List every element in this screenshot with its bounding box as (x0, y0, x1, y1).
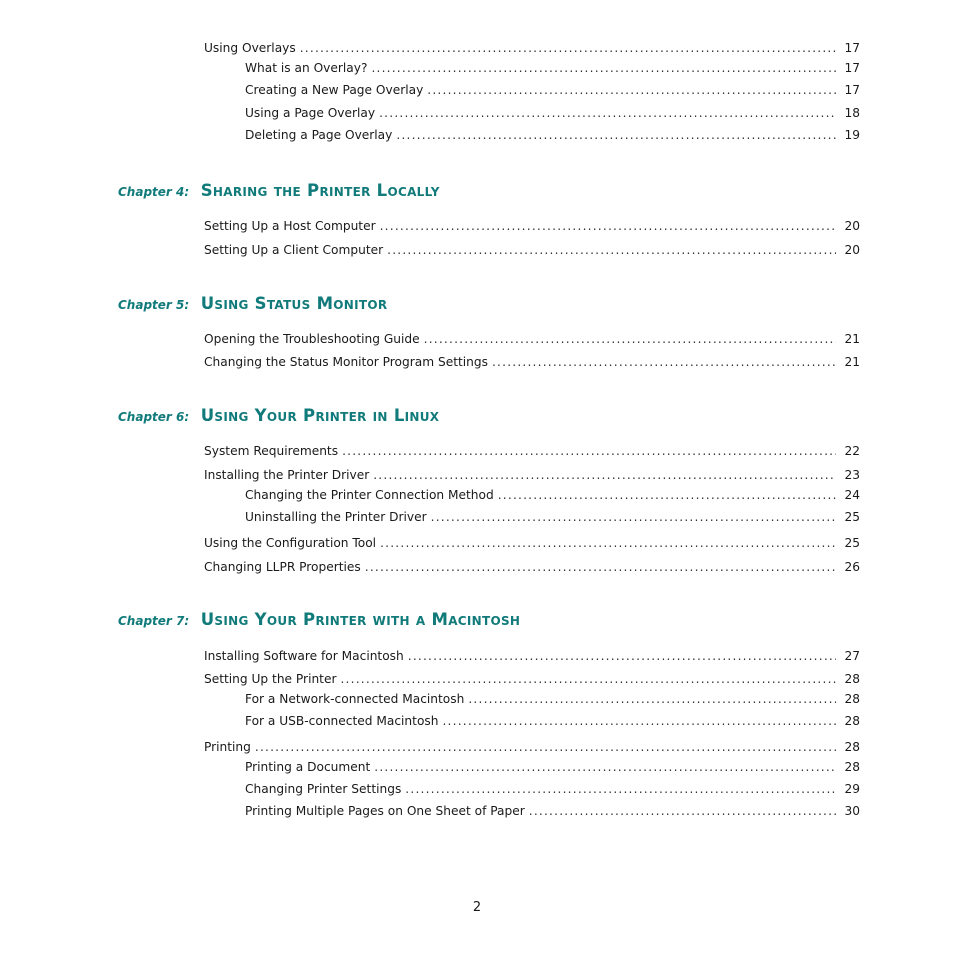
toc-entry[interactable] (245, 803, 860, 819)
toc-entry[interactable] (245, 60, 860, 76)
toc-entry[interactable] (204, 242, 860, 258)
toc-entry-page: 28 (844, 714, 860, 728)
toc-entry[interactable] (204, 443, 860, 459)
toc-entry-page: 28 (844, 672, 860, 686)
leader-dots (300, 40, 837, 56)
toc-entry-title: Changing Printer Settings (245, 782, 402, 796)
leader-dots (340, 671, 836, 687)
leader-dots (387, 242, 836, 258)
chapter-label: Chapter 4: (118, 185, 190, 199)
toc-entry-page: 30 (844, 804, 860, 818)
chapter-title: Using Your Printer in Linux (200, 406, 440, 425)
toc-entry-page: 29 (844, 782, 860, 796)
chapter-title: Using Status Monitor (200, 294, 388, 313)
leader-dots (498, 487, 837, 503)
toc-entry[interactable] (245, 759, 860, 775)
toc-entry[interactable] (245, 105, 860, 121)
leader-dots (408, 648, 837, 664)
toc-entry[interactable] (245, 127, 860, 143)
leader-dots (424, 331, 837, 347)
toc-entry[interactable] (245, 691, 860, 707)
toc-entry-title: What is an Overlay? (245, 61, 368, 75)
chapter-label: Chapter 6: (118, 410, 190, 424)
toc-entry[interactable] (204, 467, 860, 483)
toc-entry-title: For a USB-connected Macintosh (245, 714, 439, 728)
toc-entry[interactable] (245, 487, 860, 503)
chapter-heading[interactable] (118, 406, 439, 425)
toc-entry-page: 20 (844, 219, 860, 233)
toc-entry-page: 28 (844, 760, 860, 774)
toc-entry-page: 17 (844, 83, 860, 97)
toc-entry[interactable] (204, 648, 860, 664)
toc-entry-page: 24 (844, 488, 860, 502)
leader-dots (342, 443, 836, 459)
toc-entry[interactable] (204, 354, 860, 370)
toc-entry-page: 26 (844, 560, 860, 574)
toc-entry[interactable] (204, 671, 860, 687)
toc-entry-title: Changing the Printer Connection Method (245, 488, 494, 502)
toc-entry-page: 21 (844, 332, 860, 346)
leader-dots (396, 127, 836, 143)
toc-entry-title: Setting Up a Client Computer (204, 243, 384, 257)
toc-entry-page: 20 (844, 243, 860, 257)
toc-entry-title: Opening the Troubleshooting Guide (204, 332, 420, 346)
chapter-label: Chapter 5: (118, 298, 190, 312)
toc-entry-page: 19 (844, 128, 860, 142)
toc-entry-page: 23 (844, 468, 860, 482)
toc-entry[interactable] (204, 218, 860, 234)
leader-dots (431, 509, 837, 525)
chapter-heading[interactable] (118, 294, 387, 313)
toc-entry-title: Printing a Document (245, 760, 371, 774)
toc-entry-title: Installing the Printer Driver (204, 468, 370, 482)
toc-entry-title: Printing Multiple Pages on One Sheet of Paper (245, 804, 525, 818)
toc-entry-page: 18 (844, 106, 860, 120)
leader-dots (380, 535, 836, 551)
leader-dots (379, 105, 836, 121)
toc-entry[interactable] (204, 535, 860, 551)
leader-dots (374, 759, 836, 775)
toc-entry-page: 28 (844, 740, 860, 754)
leader-dots (405, 781, 836, 797)
leader-dots (380, 218, 837, 234)
toc-entry-title: System Requirements (204, 444, 339, 458)
leader-dots (468, 691, 836, 707)
toc-entry-page: 17 (844, 61, 860, 75)
toc-entry-title: Using the Configuration Tool (204, 536, 377, 550)
leader-dots (255, 739, 837, 755)
leader-dots (371, 60, 836, 76)
leader-dots (365, 559, 837, 575)
leader-dots (492, 354, 837, 370)
toc-entry-title: Using Overlays (204, 41, 296, 55)
toc-entry-title: Creating a New Page Overlay (245, 83, 424, 97)
leader-dots (442, 713, 836, 729)
page-number: 2 (472, 900, 482, 915)
toc-entry-title: Using a Page Overlay (245, 106, 376, 120)
toc-entry[interactable] (245, 713, 860, 729)
chapter-label: Chapter 7: (118, 614, 190, 628)
chapter-title: Using Your Printer with a Macintosh (200, 610, 521, 629)
toc-entry-title: For a Network-connected Macintosh (245, 692, 465, 706)
toc-entry[interactable] (204, 331, 860, 347)
toc-entry[interactable] (245, 82, 860, 98)
toc-entry-page: 25 (844, 510, 860, 524)
leader-dots (373, 467, 836, 483)
toc-entry-page: 22 (844, 444, 860, 458)
chapter-heading[interactable] (118, 181, 440, 200)
toc-entry[interactable] (204, 40, 860, 56)
toc-entry-title: Changing LLPR Properties (204, 560, 361, 574)
leader-dots (427, 82, 836, 98)
toc-entry-title: Uninstalling the Printer Driver (245, 510, 427, 524)
toc-entry-title: Installing Software for Macintosh (204, 649, 404, 663)
leader-dots (529, 803, 837, 819)
chapter-title: Sharing the Printer Locally (200, 181, 440, 200)
toc-entry[interactable] (204, 739, 860, 755)
toc-entry-page: 25 (844, 536, 860, 550)
toc-entry[interactable] (245, 509, 860, 525)
toc-entry[interactable] (204, 559, 860, 575)
toc-entry-page: 17 (844, 41, 860, 55)
toc-entry-title: Deleting a Page Overlay (245, 128, 393, 142)
toc-entry-page: 21 (844, 355, 860, 369)
toc-entry-page: 28 (844, 692, 860, 706)
toc-entry-title: Changing the Status Monitor Program Settings (204, 355, 488, 369)
toc-entry-title: Setting Up the Printer (204, 672, 337, 686)
chapter-heading[interactable] (118, 610, 520, 629)
toc-entry-page: 27 (844, 649, 860, 663)
toc-entry-title: Setting Up a Host Computer (204, 219, 376, 233)
toc-entry-title: Printing (204, 740, 251, 754)
toc-entry[interactable] (245, 781, 860, 797)
